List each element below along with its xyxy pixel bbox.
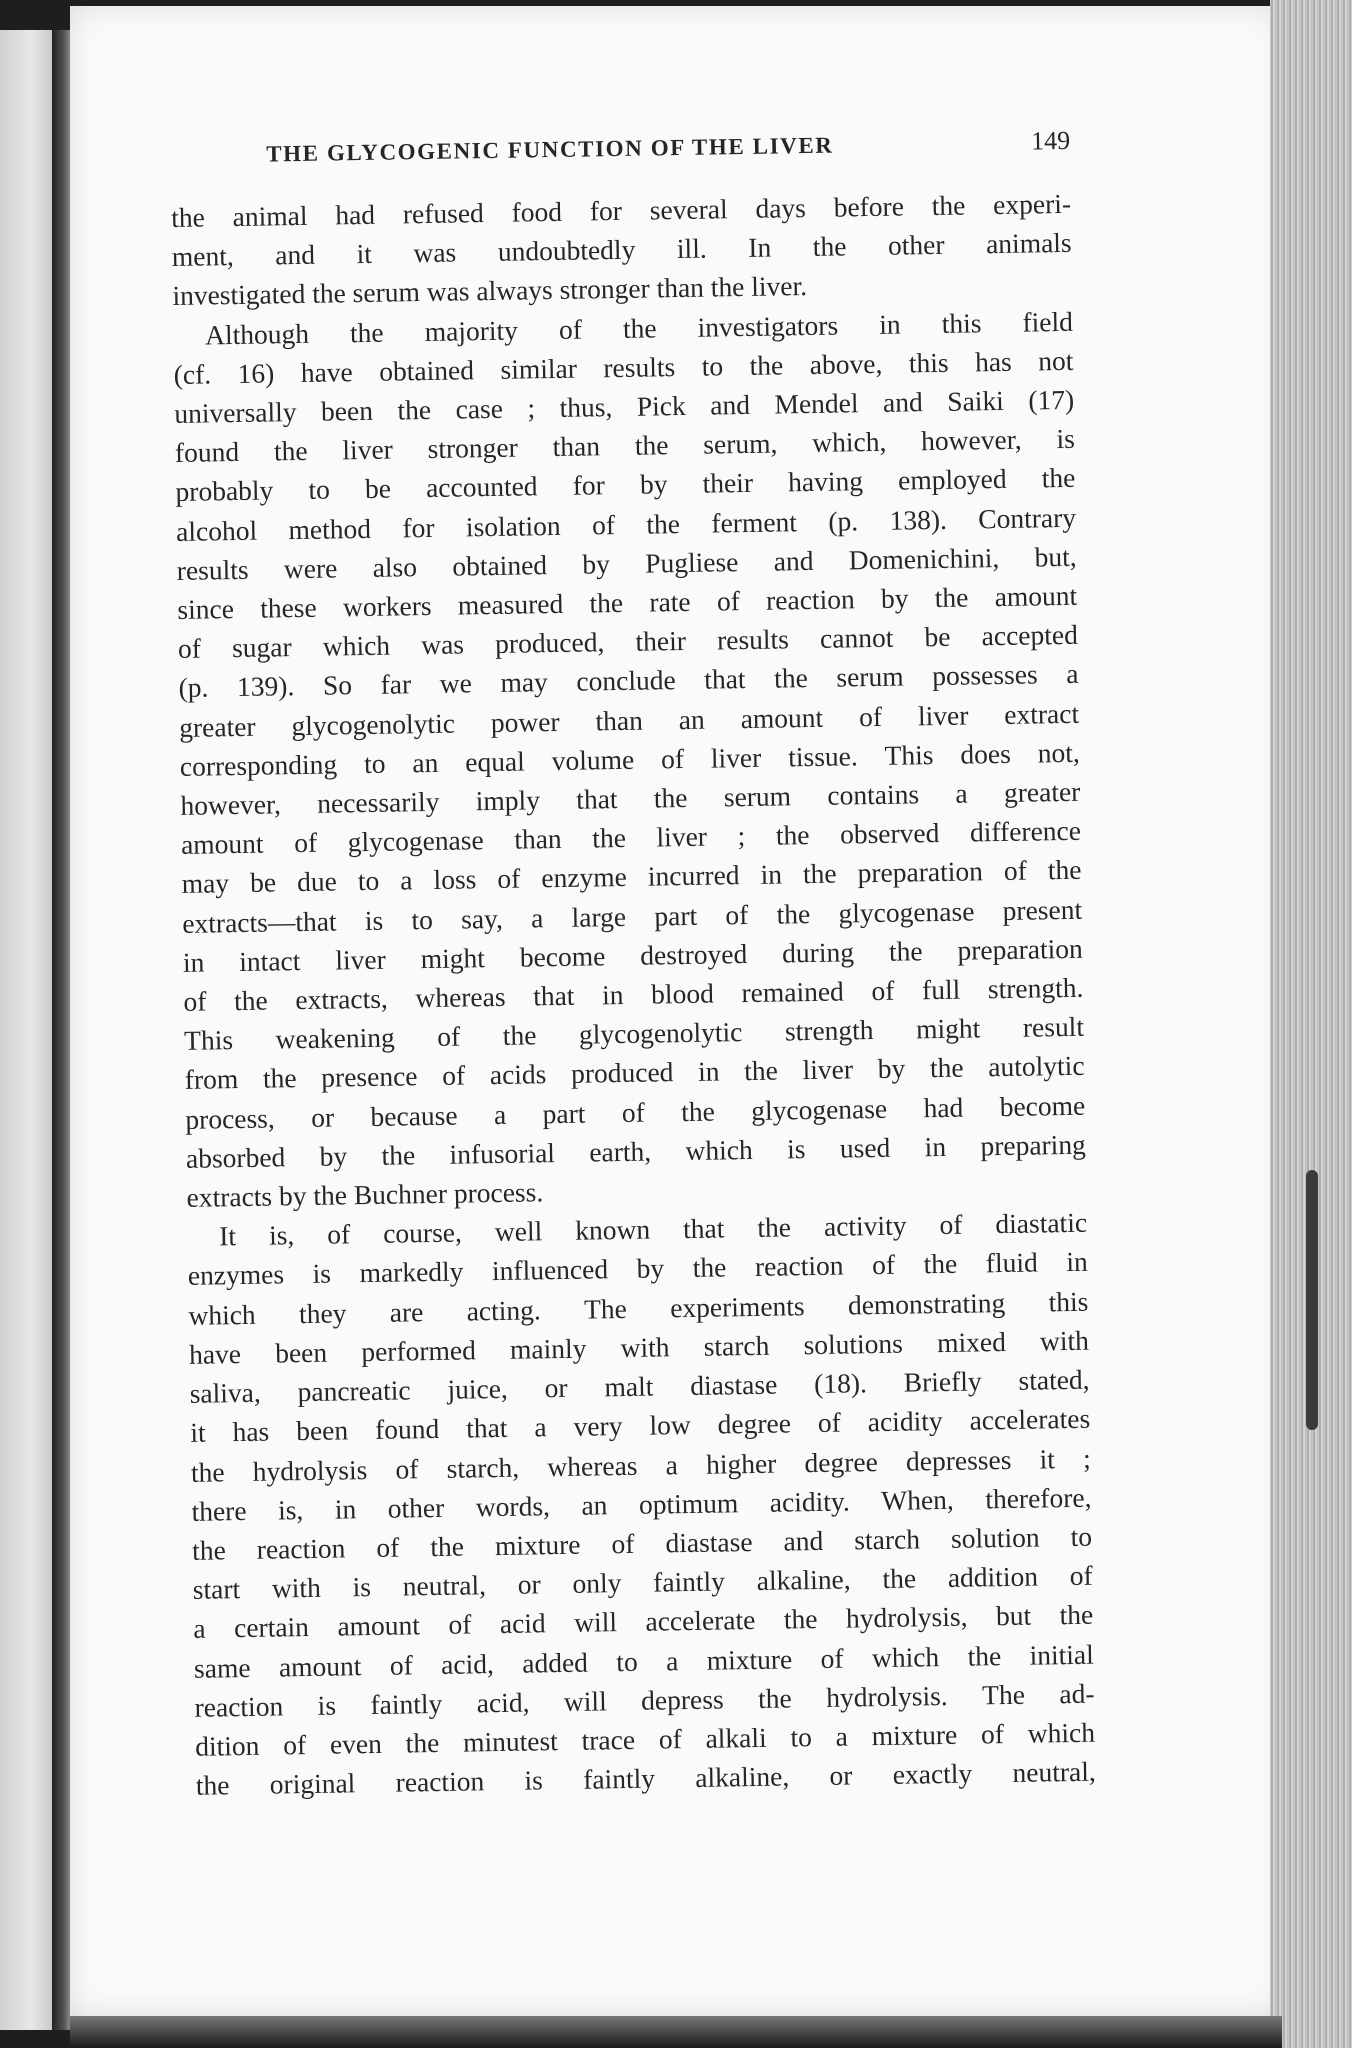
text-line: the animal had refused food for several days before the experi- bbox=[170, 187, 1072, 233]
text-line: from the presence of acids produced in the liver by the autolytic bbox=[184, 1050, 1085, 1096]
body-text bbox=[171, 184, 1096, 1805]
text-line: alcohol method for isolation of the ferment (p. 138). Contrary bbox=[175, 501, 1077, 547]
text-line: process, or because a part of the glycogenase had become bbox=[185, 1089, 1086, 1135]
text-line: enzymes is markedly influenced by the reaction of the fluid in bbox=[187, 1246, 1088, 1292]
text-line: greater glycogenolytic power than an amount of liver extract bbox=[178, 697, 1080, 743]
text-line: since these workers measured the rate of reaction by the amount bbox=[177, 579, 1078, 625]
text-line: found the liver stronger than the serum, which, however, is bbox=[174, 423, 1076, 469]
binding-gutter bbox=[52, 30, 72, 2030]
text-line: dition of even the minutest trace of alkali to a mixture of which bbox=[194, 1716, 1096, 1762]
text-line: the hydrolysis of starch, whereas a higher degree depresses it ; bbox=[190, 1442, 1091, 1488]
text-line: in intact liver might become destroyed during the preparation bbox=[182, 932, 1083, 978]
text-line: extracts—that is to say, a large part of the glycogenase present bbox=[182, 893, 1083, 939]
text-line: saliva, pancreatic juice, or malt diastase (18). Briefly stated, bbox=[189, 1363, 1090, 1409]
text-line: have been performed mainly with starch solutions mixed with bbox=[188, 1324, 1090, 1370]
text-line: This weakening of the glycogenolytic strength might result bbox=[183, 1011, 1085, 1057]
text-line: may be due to a loss of enzyme incurred in the preparation of the bbox=[181, 854, 1082, 900]
text-line: Although the majority of the investigators in this field bbox=[204, 305, 1074, 351]
text-line: which they are acting. The experiments demonstrating this bbox=[188, 1285, 1089, 1331]
text-line: ment, and it was undoubtedly ill. In the other animals bbox=[171, 227, 1072, 273]
text-line: extracts by the Buchner process. bbox=[186, 1176, 544, 1213]
text-line: there is, in other words, an optimum acidity. When, therefore, bbox=[191, 1481, 1092, 1527]
text-line: probably to be accounted for by their having employed the bbox=[175, 462, 1076, 508]
page-stack-edge bbox=[1270, 0, 1352, 2048]
text-line: of sugar which was produced, their results cannot be accepted bbox=[177, 619, 1079, 665]
text-line: (p. 139). So far we may conclude that the serum possesses a bbox=[178, 658, 1079, 704]
text-line: reaction is faintly acid, will depress the hydrolysis. The ad- bbox=[194, 1677, 1095, 1723]
text-line: a certain amount of acid will accelerate the hydrolysis, but the bbox=[193, 1598, 1094, 1645]
text-line: the original reaction is faintly alkaline, or exactly neutral, bbox=[195, 1755, 1096, 1801]
running-head: THE GLYCOGENIC FUNCTION OF THE LIVER bbox=[266, 132, 834, 167]
text-line: results were also obtained by Pugliese and Domenichini, but, bbox=[176, 540, 1077, 586]
bottom-shadow bbox=[70, 2016, 1282, 2048]
text-line: however, necessarily imply that the serum contains a greater bbox=[180, 775, 1081, 821]
text-line: of the extracts, whereas that in blood remained of full strength. bbox=[183, 971, 1084, 1017]
text-line: corresponding to an equal volume of liver tissue. This does not, bbox=[179, 736, 1080, 782]
text-line: absorbed by the infusorial earth, which is used in preparing bbox=[185, 1128, 1087, 1174]
text-line: start with is neutral, or only faintly alkaline, the addition of bbox=[192, 1559, 1093, 1605]
text-line: amount of glycogenase than the liver ; the observed difference bbox=[180, 815, 1082, 861]
text-line: It is, of course, well known that the activity of diastatic bbox=[218, 1207, 1088, 1252]
text-line: same amount of acid, added to a mixture of which the initial bbox=[193, 1638, 1094, 1684]
text-line: universally been the case ; thus, Pick and Mendel and Saiki (17) bbox=[174, 383, 1075, 429]
text-line: it has been found that a very low degree of acidity accelerates bbox=[190, 1403, 1091, 1449]
page-number: 149 bbox=[1030, 125, 1071, 156]
text-line: the reaction of the mixture of diastase and starch solution to bbox=[191, 1520, 1093, 1566]
text-line: (cf. 16) have obtained similar results to the above, this has not bbox=[173, 344, 1074, 390]
text-block bbox=[170, 126, 1096, 1805]
text-line: investigated the serum was always stronger than the liver. bbox=[172, 270, 808, 312]
